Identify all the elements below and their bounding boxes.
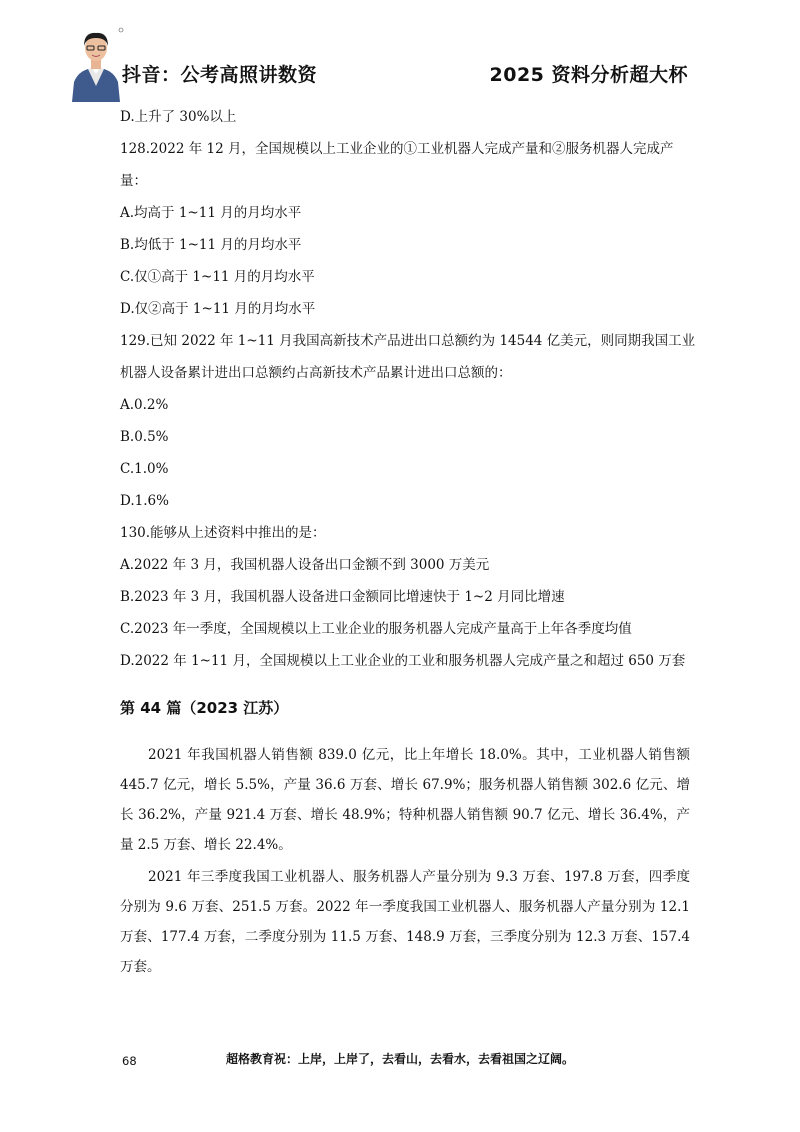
question-129-option-c: C.1.0% xyxy=(120,461,169,477)
document-body xyxy=(120,101,696,984)
question-130-option-a: A.2022 年 3 月，我国机器人设备出口金额不到 3000 万美元 xyxy=(120,557,490,573)
question-option-line: D.上升了 30%以上 xyxy=(120,109,237,125)
material-paragraph-2: 2021 年三季度我国工业机器人、服务机器人产量分别为 9.3 万套、197.8 万套，四季度分别为 9.6 万套、251.5 万套。2022 年一季度我国工业机器人、服务机器人产量分别为 12.1 万套、177.4 万套，二季度分别为 11.5 万套、148.9 万套，三季度分别为 12.3 万套、157.4 万套。 xyxy=(120,869,690,975)
header-book-title: 2025 资料分析超大杯 xyxy=(489,64,688,86)
question-129-stem: 129.已知 2022 年 1~11 月我国高新技术产品进出口总额约为 14544 亿美元，则同期我国工业 xyxy=(120,333,696,349)
question-129-option-b: B.0.5% xyxy=(120,429,169,445)
question-130-option-d: D.2022 年 1~11 月，全国规模以上工业企业的工业和服务机器人完成产量之和超过 650 万套 xyxy=(120,653,686,669)
question-128-stem: 128.2022 年 12 月，全国规模以上工业企业的①工业机器人完成产量和②服务机器人完成产 xyxy=(120,141,674,157)
page-header xyxy=(0,0,800,105)
question-128-option-b: B.均低于 1~11 月的月均水平 xyxy=(120,237,302,253)
material-paragraph-1: 2021 年我国机器人销售额 839.0 亿元，比上年增长 18.0%。其中，工业机器人销售额 445.7 亿元，增长 5.5%，产量 36.6 万套、增长 67.9%；服务机器人销售额 302.6 亿元、增长 36.2%，产量 921.4 万套、增长 48.9%；特种机器人销售额 90.7 亿元、增长 36.4%，产量 2.5 万套、增长 22.4%。 xyxy=(120,747,690,853)
question-128-option-d: D.仅②高于 1~11 月的月均水平 xyxy=(120,301,316,317)
footer-slogan: 超格教育祝：上岸，上岸了，去看山，去看水，去看祖国之辽阔。 xyxy=(226,1052,575,1066)
header-channel-title: 抖音：公考高照讲数资 xyxy=(122,64,318,86)
presenter-avatar-icon xyxy=(68,26,124,102)
question-130-option-b: B.2023 年 3 月，我国机器人设备进口金额同比增速快于 1~2 月同比增速 xyxy=(120,589,565,605)
section-title: 第 44 篇（2023 江苏） xyxy=(120,699,289,717)
question-130-option-c: C.2023 年一季度，全国规模以上工业企业的服务机器人完成产量高于上年各季度均值 xyxy=(120,621,632,637)
question-129-option-d: D.1.6% xyxy=(120,493,169,509)
question-128-option-c: C.仅①高于 1~11 月的月均水平 xyxy=(120,269,315,285)
question-129-option-a: A.0.2% xyxy=(120,397,169,413)
question-128-option-a: A.均高于 1~11 月的月均水平 xyxy=(120,205,302,221)
question-128-stem-cont: 量： xyxy=(120,173,147,189)
page-number: 68 xyxy=(122,1054,137,1068)
question-130-stem: 130.能够从上述资料中推出的是： xyxy=(120,525,326,541)
question-129-stem-cont: 机器人设备累计进出口总额约占高新技术产品累计进出口总额的： xyxy=(120,365,512,381)
